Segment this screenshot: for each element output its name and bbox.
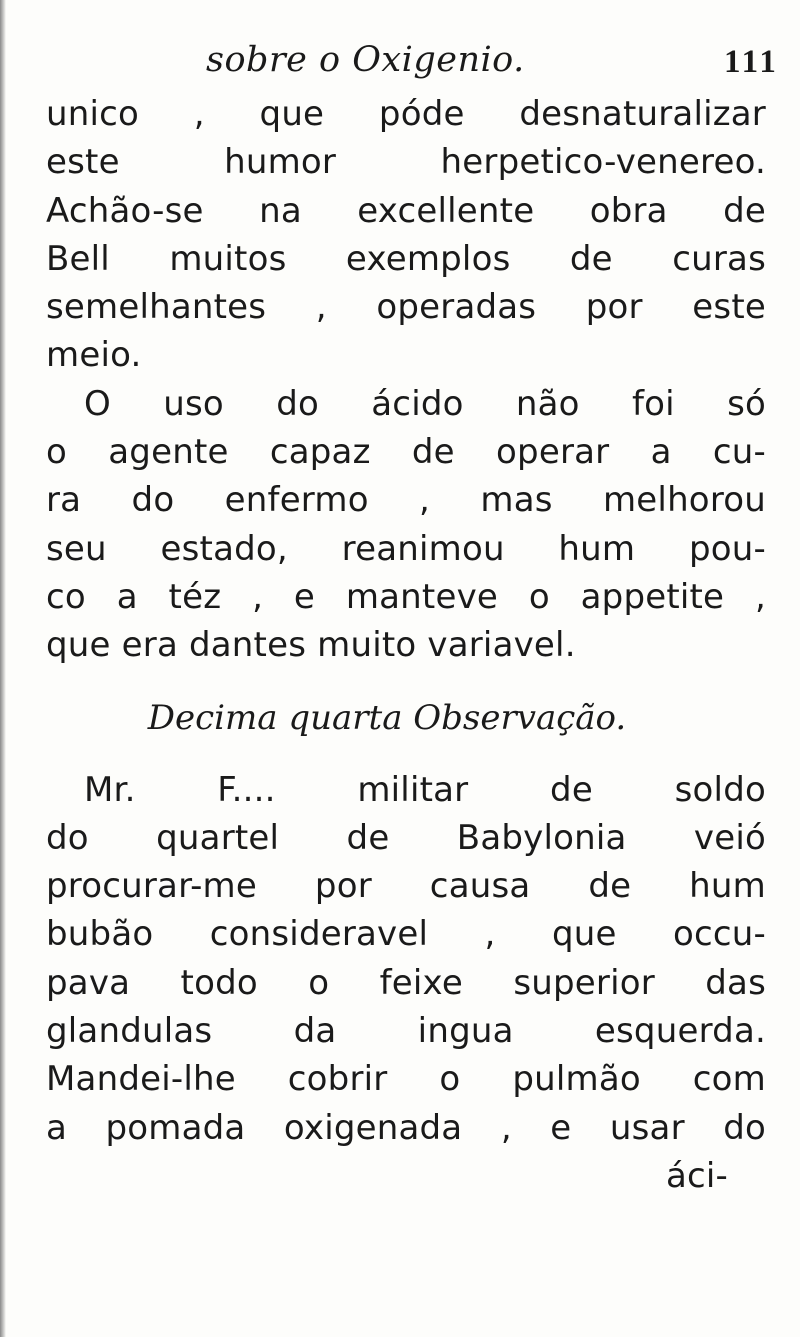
text-line: Mandei-lhe cobrir o pulmão com: [46, 1059, 766, 1100]
text-line: seu estado, reanimou hum pou-: [46, 528, 766, 569]
section-spacer: [46, 670, 766, 694]
text-line: Bell muitos exemplos de curas: [46, 238, 766, 279]
paragraph-2: [46, 380, 766, 670]
running-title: sobre o Oxigenio.: [206, 40, 525, 80]
text-line: glandulas da ingua esquerda.: [46, 1011, 766, 1052]
section-spacer: [46, 742, 766, 766]
text-line: ra do enfermo , mas melhorou: [46, 480, 766, 521]
text-line: co a téz , e manteve o appetite ,: [46, 576, 766, 617]
text-line: Achão-se na excellente obra de: [46, 190, 766, 231]
text-line: o agente capaz de operar a cu-: [46, 432, 766, 473]
text-line: Mr. F.... militar de soldo: [84, 769, 766, 810]
paragraph-1: [46, 90, 766, 380]
text-line: O uso do ácido não foi só: [84, 383, 766, 424]
catchword: áci-: [665, 1155, 728, 1196]
section-heading: Decima quarta Observação.: [147, 697, 627, 738]
text-line: procurar-me por causa de hum: [46, 866, 766, 907]
text-line: pava todo o feixe superior das: [46, 962, 766, 1003]
text-line: bubão consideravel , que occu-: [46, 914, 766, 955]
paragraph-3: [46, 766, 766, 1152]
body-text: [46, 90, 766, 1200]
page-number: 111: [724, 44, 779, 80]
page-header: [0, 40, 800, 90]
page-binding-edge: [0, 0, 6, 1337]
text-line: a pomada oxigenada , e usar do: [46, 1107, 766, 1148]
text-line: este humor herpetico-venereo.: [46, 142, 766, 183]
text-line: meio.: [46, 335, 142, 376]
text-line: do quartel de Babylonia veió: [46, 817, 766, 858]
text-line: que era dantes muito variavel.: [46, 625, 576, 666]
text-line: unico , que póde desnaturalizar: [46, 94, 766, 134]
text-line: semelhantes , operadas por este: [46, 287, 766, 328]
